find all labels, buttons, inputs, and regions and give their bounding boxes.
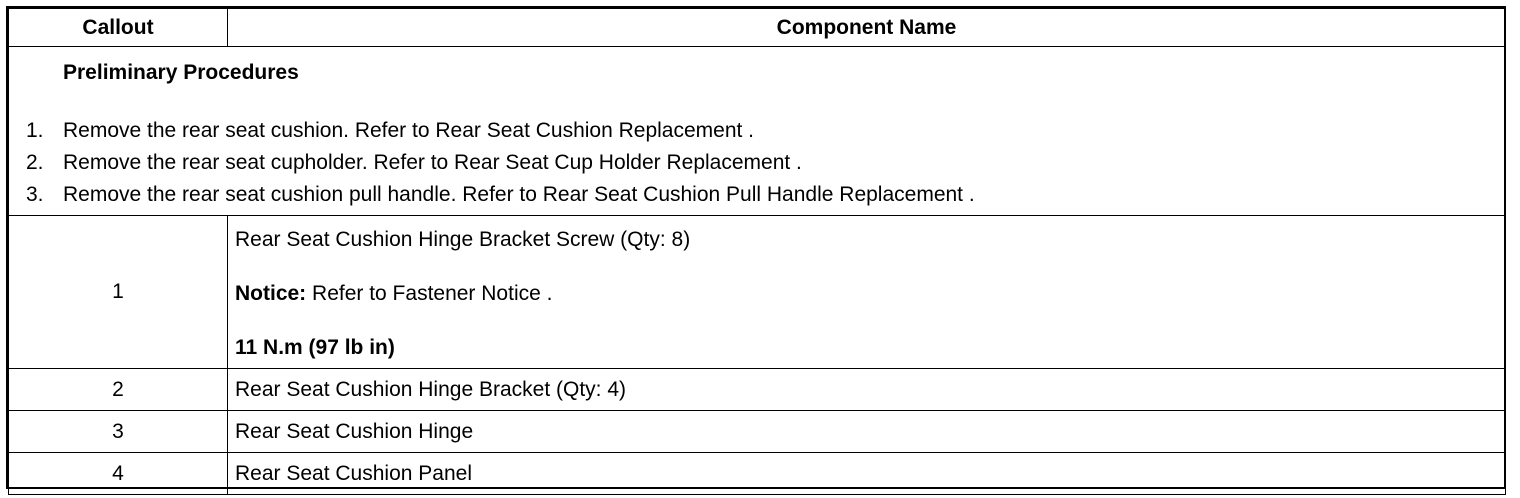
table-row: [9, 453, 1506, 495]
step-number: 3.: [26, 183, 44, 206]
table-row: [9, 369, 1506, 411]
step-item: [9, 179, 1505, 211]
header-component-name: Component Name: [228, 9, 1506, 47]
preliminary-title: Preliminary Procedures: [63, 61, 299, 84]
table-row: [9, 411, 1506, 453]
header-callout: Callout: [9, 9, 228, 47]
step-number: 2.: [26, 151, 44, 174]
torque-spec: 11 N.m (97 lb in): [235, 336, 395, 359]
component-name: Rear Seat Cushion Hinge Bracket Screw (Qty: 8): [235, 228, 691, 251]
preliminary-steps: [9, 115, 1505, 211]
step-item: [9, 115, 1505, 147]
step-text: Remove the rear seat cushion. Refer to Rear Seat Cushion Replacement .: [63, 119, 755, 142]
component-name: Rear Seat Cushion Hinge: [228, 411, 1506, 453]
procedure-table: [8, 8, 1506, 495]
step-text: Remove the rear seat cushion pull handle. Refer to Rear Seat Cushion Pull Handle Replacement .: [63, 183, 975, 206]
component-name: Rear Seat Cushion Hinge Bracket (Qty: 4): [228, 369, 1506, 411]
step-item: [9, 147, 1505, 179]
step-text: Remove the rear seat cupholder. Refer to Rear Seat Cup Holder Replacement .: [63, 151, 802, 174]
component-cell: [228, 216, 1506, 369]
table-header-row: [9, 9, 1506, 47]
notice-line: [235, 282, 1505, 306]
preliminary-cell: [9, 47, 1506, 216]
callout-cell: 4: [9, 453, 228, 495]
preliminary-row: [9, 47, 1506, 216]
step-number: 1.: [26, 119, 44, 142]
notice-text: Refer to Fastener Notice .: [306, 282, 553, 305]
callout-cell: 3: [9, 411, 228, 453]
table-row: [9, 216, 1506, 369]
notice-label: Notice:: [235, 282, 307, 305]
callout-cell: 2: [9, 369, 228, 411]
component-name: Rear Seat Cushion Panel: [228, 453, 1506, 495]
callout-cell: 1: [9, 216, 228, 369]
